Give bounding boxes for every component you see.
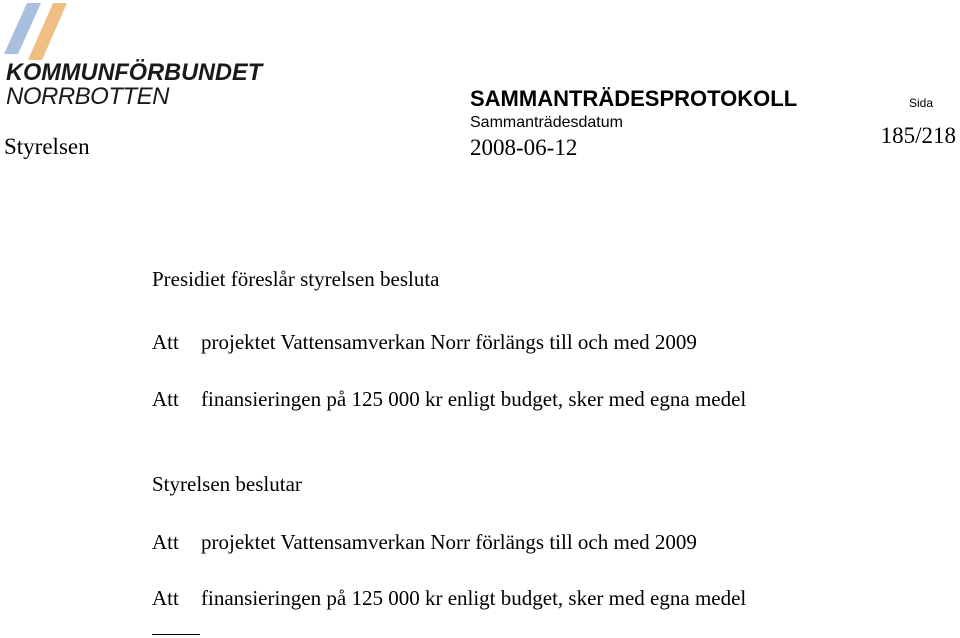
att-prefix: Att <box>152 330 179 354</box>
department-name: Styrelsen <box>4 134 90 159</box>
proposal-item <box>152 386 746 412</box>
proposal-item <box>152 329 697 355</box>
decision-item-text: finansieringen på 125 000 kr enligt budget, sker med egna medel <box>201 586 747 610</box>
decision-item-text: projektet Vattensamverkan Norr förlängs till och med 2009 <box>201 530 697 554</box>
decision-item <box>152 585 746 611</box>
meeting-date: 2008-06-12 <box>470 135 578 160</box>
logo-text-line-1: KOMMUNFÖRBUNDET <box>6 59 263 86</box>
decision-heading: Styrelsen beslutar <box>152 472 302 496</box>
proposal-item-text: finansieringen på 125 000 kr enligt budget, sker med egna medel <box>201 387 747 411</box>
att-prefix: Att <box>152 387 179 411</box>
meeting-date-label: Sammanträdesdatum <box>470 114 623 131</box>
page-number: 185/218 <box>880 123 956 148</box>
logo-text-line-2: NORRBOTTEN <box>6 83 169 110</box>
att-prefix: Att <box>152 586 179 610</box>
document-title: SAMMANTRÄDESPROTOKOLL <box>470 86 798 111</box>
signature-line <box>152 634 200 635</box>
proposal-item-text: projektet Vattensamverkan Norr förlängs till och med 2009 <box>201 330 697 354</box>
proposal-heading: Presidiet föreslår styrelsen besluta <box>152 267 440 291</box>
page-label: Sida <box>909 96 934 110</box>
logo-stripes-graphic <box>4 2 74 60</box>
att-prefix: Att <box>152 530 179 554</box>
decision-item <box>152 529 697 555</box>
